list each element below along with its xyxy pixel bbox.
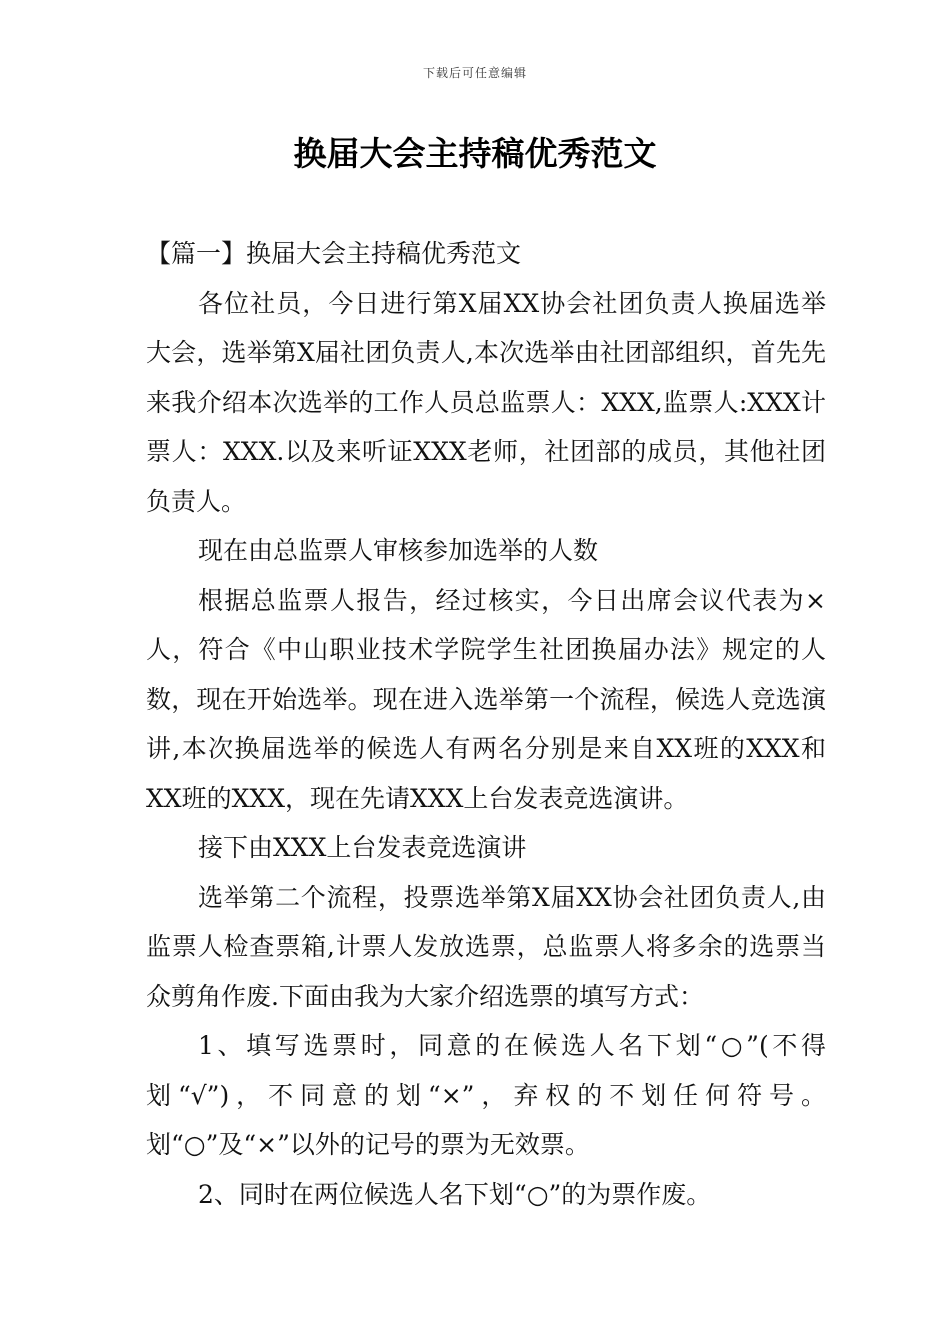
paragraph-5: 选举第二个流程，投票选举第X届XX协会社团负责人,由监票人检查票箱,计票人发放选票，总监票人将多余的选票当众剪角作废.下面由我为大家介绍选票的填写方式： [146, 882, 826, 1011]
section-heading: 【篇一】换届大会主持稿优秀范文 [146, 239, 522, 268]
paragraph-3: 根据总监票人报告，经过核实，今日出席会议代表为×人，符合《中山职业技术学院学生社团换届办法》规定的人数，现在开始选举。现在进入选举第一个流程，候选人竞选演讲,本次换届选举的候选人有两名分别是来自XX班的XXX和XX班的XXX，现在先请XXX上台发表竞选演讲。 [146, 585, 826, 813]
paragraph-6: 1、填写选票时，同意的在候选人名下划“○”(不得划“√”)，不同意的划“×”，弃权的不划任何符号。划“○”及“×”以外的记号的票为无效票。 [146, 1031, 826, 1159]
header-note: 下载后可任意编辑 [422, 66, 527, 80]
document-title: 换届大会主持稿优秀范文 [293, 134, 657, 173]
document-body [146, 229, 826, 1219]
paragraph-2: 现在由总监票人审核参加选举的人数 [198, 536, 599, 565]
paragraph-1: 各位社员，今日进行第X届XX协会社团负责人换届选举大会，选举第X届社团负责人,本次选举由社团部组织，首先先来我介绍本次选举的工作人员总监票人：XXX,监票人:XXX计票人：XXX.以及来听证XXX老师，社团部的成员，其他社团负责人。 [146, 288, 826, 516]
paragraph-4: 接下由XXX上台发表竞选演讲 [198, 833, 527, 862]
paragraph-7: 2、同时在两位候选人名下划“○”的为票作废。 [198, 1179, 712, 1209]
